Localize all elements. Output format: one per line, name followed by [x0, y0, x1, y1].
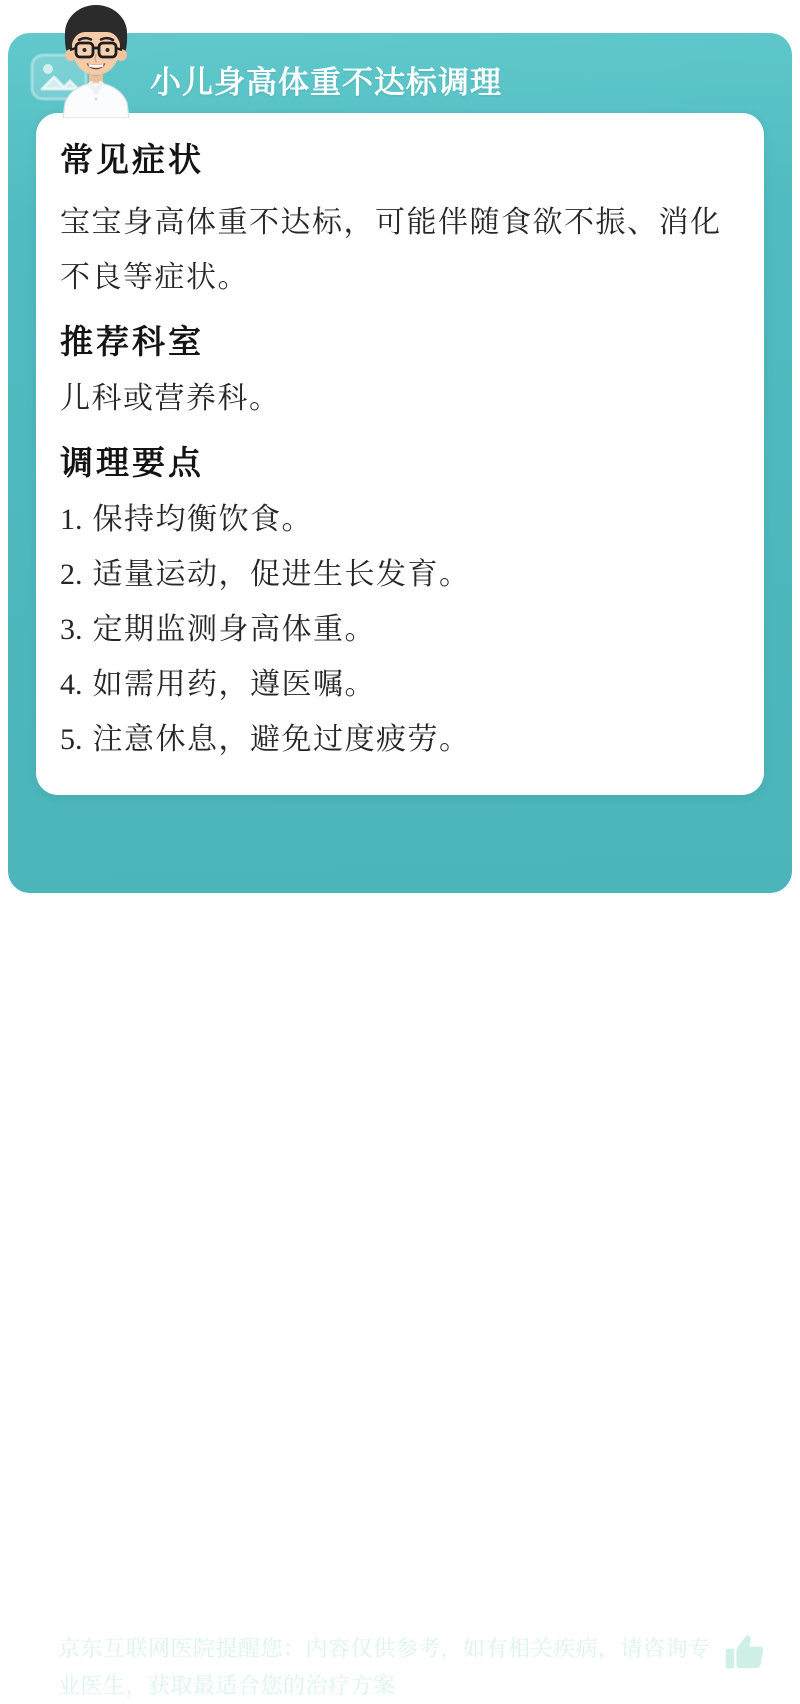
page-title: 小儿身高体重不达标调理 [150, 65, 502, 100]
list-item [60, 657, 740, 712]
info-circle-icon: ! [32, 1643, 51, 1662]
list-item-text: 定期监测身高体重。 [92, 613, 376, 646]
list-item-text: 适量运动，促进生长发育。 [92, 558, 471, 591]
disclaimer-footer [0, 810, 800, 1698]
list-item [60, 712, 740, 767]
disclaimer-text: 京东互联网医院提醒您：内容仅供参考，如有相关疾病，请咨询专业医生，获取最适合您的治疗方案 [58, 1636, 711, 1698]
content-card [36, 113, 764, 795]
key-points-list [60, 492, 740, 767]
list-item [60, 492, 740, 547]
section-heading-department: 推荐科室 [60, 323, 204, 360]
list-item-text: 保持均衡饮食。 [92, 503, 313, 536]
list-item-number: 2. [60, 558, 83, 591]
list-item [60, 547, 740, 602]
list-item-number: 4. [60, 668, 83, 701]
thumbs-up-icon [723, 1662, 767, 1677]
section-heading-symptoms: 常见症状 [60, 141, 204, 178]
list-item-text: 注意休息，避免过度疲劳。 [92, 723, 471, 756]
list-item-number: 1. [60, 503, 83, 536]
doctor-avatar [46, 3, 146, 118]
list-item-number: 3. [60, 613, 83, 646]
section-body-department: 儿科或营养科。 [60, 382, 281, 415]
list-item [60, 602, 740, 657]
list-item-number: 5. [60, 723, 83, 756]
list-item-text: 如需用药，遵医嘱。 [92, 668, 376, 701]
thumbs-up-button[interactable] [722, 1630, 768, 1676]
section-body-symptoms: 宝宝身高体重不达标，可能伴随食欲不振、消化不良等症状。 [60, 206, 722, 294]
section-heading-key-points: 调理要点 [60, 444, 204, 481]
